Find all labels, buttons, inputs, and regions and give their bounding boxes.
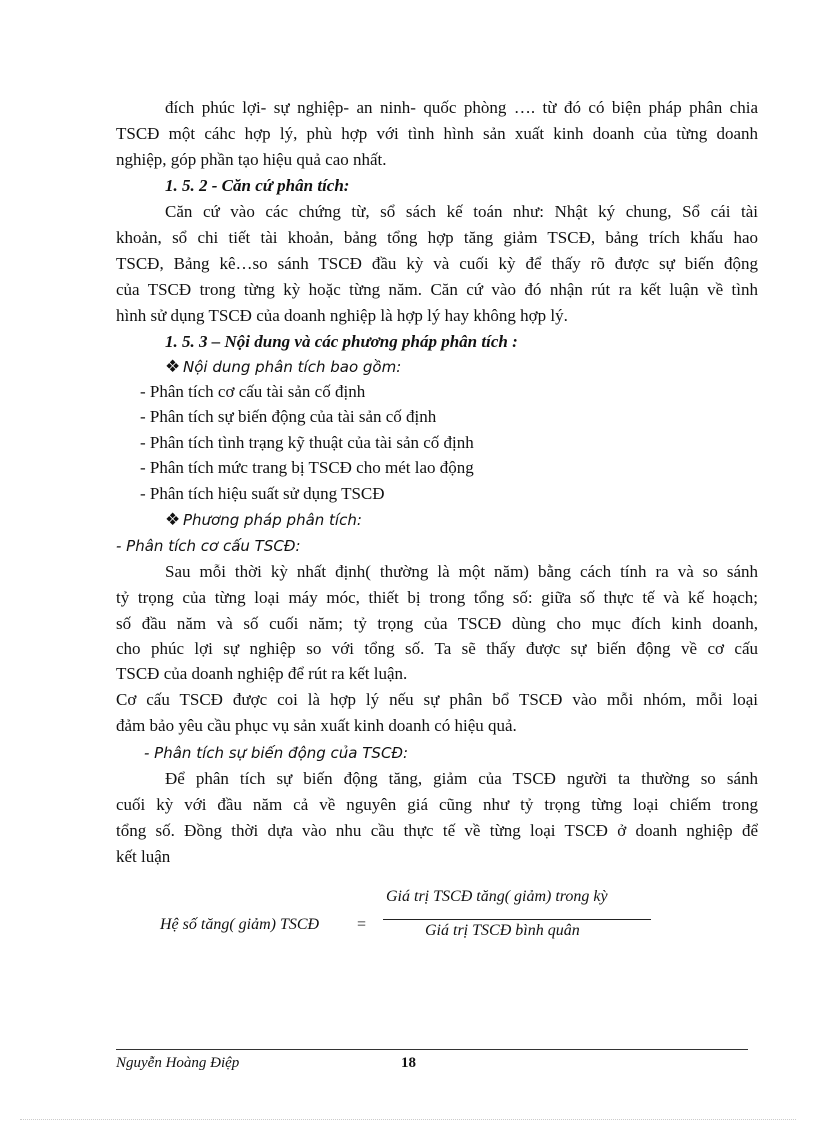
fraction-bar [383,919,651,920]
section-heading-1-5-2: 1. 5. 2 - Căn cứ phân tích: [165,176,350,195]
paragraph-line: khoản, sổ chi tiết tài khoản, bảng tổng hợp tăng giảm TSCĐ, bảng trích khấu hao [116,228,758,247]
variation-title: - Phân tích sự biến động của TSCĐ: [144,744,409,762]
diamond-bullet-icon: ❖ [165,357,181,376]
content-subtitle-text: Nội dung phân tích bao gồm: [183,358,402,376]
list-item: - Phân tích tình trạng kỹ thuật của tài sản cố định [140,433,474,452]
paragraph-line: cuối kỳ với đầu năm cả về nguyên giá cũng như tỷ trọng từng loại chiếm trong [116,795,758,814]
paragraph-line: Sau mỗi thời kỳ nhất định( thường là một năm) bằng cách tính ra và so sánh [165,562,758,581]
paragraph-line: nghiệp, góp phần tạo hiệu quả cao nhất. [116,150,387,169]
method-subtitle-text: Phương pháp phân tích: [183,511,362,529]
formula-denominator: Giá trị TSCĐ bình quân [425,922,580,939]
paragraph-line: đảm bảo yêu cầu phục vụ sản xuất kinh doanh có hiệu quả. [116,716,517,735]
paragraph-line: TSCĐ một cáhc hợp lý, phù hợp với tình hình sản xuất kinh doanh của từng doanh [116,124,758,143]
paragraph-line: đích phúc lợi- sự nghiệp- an ninh- quốc phòng …. từ đó có biện pháp phân chia [165,98,758,117]
footer-divider [116,1049,748,1050]
page-bottom-dots [20,1119,796,1120]
paragraph-line: Cơ cấu TSCĐ được coi là hợp lý nếu sự phân bổ TSCĐ vào mỗi nhóm, mỗi loại [116,690,758,709]
paragraph-line: Để phân tích sự biến động tăng, giảm của TSCĐ người ta thường so sánh [165,769,758,788]
content-subtitle [165,356,807,378]
list-item: - Phân tích hiệu suất sử dụng TSCĐ [140,484,385,503]
method-subtitle [165,509,807,531]
paragraph-line: của TSCĐ trong từng kỳ hoặc từng năm. Căn cứ vào đó nhận rút ra kết luận về tình [116,280,758,299]
structure-title: - Phân tích cơ cấu TSCĐ: [116,537,301,555]
list-item: - Phân tích mức trang bị TSCĐ cho mét lao động [140,458,474,477]
paragraph-line: TSCĐ của doanh nghiệp để rút ra kết luận. [116,664,408,683]
paragraph-line: hình sử dụng TSCĐ của doanh nghiệp là hợp lý hay không hợp lý. [116,306,568,325]
paragraph-line: Căn cứ vào các chứng từ, sổ sách kế toán như: Nhật ký chung, Sổ cái tài [165,202,758,221]
paragraph-line: kết luận [116,847,171,866]
formula-equals: = [357,916,367,933]
diamond-bullet-icon: ❖ [165,510,181,529]
paragraph-line: tỷ trọng của từng loại máy móc, thiết bị trong tổng số: giữa số thực tế và kế hoạch; [116,588,758,607]
list-item: - Phân tích cơ cấu tài sản cố định [140,382,366,401]
page-number: 18 [401,1055,416,1071]
paragraph-line: tổng số. Đồng thời dựa vào nhu cầu thực tế về từng loại TSCĐ ở doanh nghiệp để [116,821,758,840]
paragraph-line: số đầu năm và số cuối năm; tỷ trọng của TSCĐ dùng cho mục đích kinh doanh, [116,614,758,633]
list-item: - Phân tích sự biến động của tài sản cố định [140,407,437,426]
formula-numerator: Giá trị TSCĐ tăng( giảm) trong kỳ [386,888,608,905]
paragraph-line: TSCĐ, Bảng kê…so sánh TSCĐ đầu kỳ và cuối kỳ để thấy rõ được sự biến động [116,254,758,273]
formula-lhs: Hệ số tăng( giảm) TSCĐ [160,916,320,933]
section-heading-1-5-3: 1. 5. 3 – Nội dung và các phương pháp phân tích : [165,332,518,351]
paragraph-line: cho phúc lợi sự nghiệp so với tổng số. Ta sẽ thấy được sự biến động về cơ cấu [116,639,758,658]
footer-author: Nguyễn Hoàng Điệp [116,1055,240,1071]
